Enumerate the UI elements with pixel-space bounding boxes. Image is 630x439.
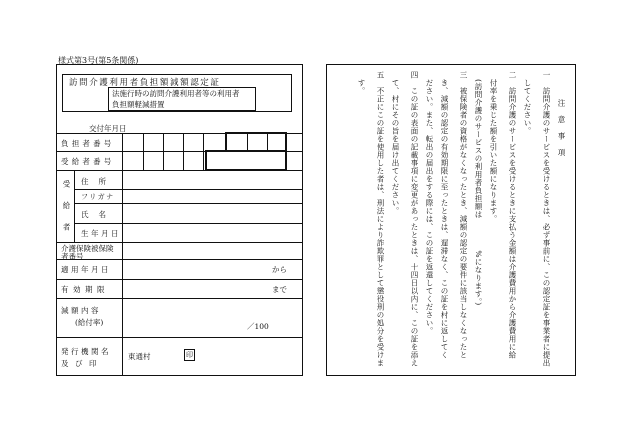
issuer-label-1: 発行機関名 <box>61 347 111 356</box>
reduction-label: 減額内容 <box>61 306 101 315</box>
seal-box: 印 <box>186 351 193 359</box>
benefit-rate-label: (給付率) <box>75 318 104 327</box>
note-line: 二 訪問介護のサービスを受けるときに支払う金額は介護費用から介護費用に給 <box>508 71 517 359</box>
note-line: 一 訪問介護のサービスを受けるときは、必ず事前に、この認定証を事業者に提出 <box>542 71 551 367</box>
title-box <box>62 74 292 112</box>
birth-date-label: 生年月日 <box>81 229 121 238</box>
note-line: 五 不正にこの証を使用した者は、刑法により詐欺罪として懲役刑の処分を受けま <box>376 71 385 367</box>
burden-number-label: 負担者番号 <box>61 139 115 148</box>
certificate-title: 訪問介護利用者負担額減額認定証 <box>69 78 221 88</box>
apply-date-label: 適用年月日 <box>61 265 111 274</box>
insured-number-label-1: 介護保険被保険 <box>61 244 114 253</box>
notes-heading: 注意事項 <box>557 99 566 165</box>
apply-date-suffix: から <box>272 265 287 274</box>
notes-card <box>326 64 576 376</box>
issuer-label-2: 及び印 <box>61 359 103 368</box>
title-subtitle-box <box>108 87 256 111</box>
note-line: 四 この証の表面の記載事項に変更があったときは、十四日以内に、この証を添え <box>410 71 419 367</box>
reduction-rate-value: ／100 <box>247 322 269 331</box>
note-line: す。 <box>357 71 366 95</box>
valid-period-suffix: まで <box>272 285 287 294</box>
certificate-card <box>56 64 303 376</box>
note-line: (訪問介護のサービスの利用者負担額は %になります。) <box>474 71 483 306</box>
note-line: ださい。また、転出の届出をする際には、この証を返還してください。 <box>425 71 434 335</box>
subtitle-line-2: 負担額軽減措置 <box>112 100 165 109</box>
insured-number-label-2: 者番号 <box>61 252 84 261</box>
notes-columns <box>355 71 567 371</box>
note-line: 付率を乗じた額を引いた額になります。 <box>489 71 498 223</box>
issue-date-label: 交付年月日 <box>89 124 127 133</box>
subtitle-line-1: 法施行時の訪問介護利用者等の利用者 <box>112 89 240 98</box>
furigana-label: フリガナ <box>81 193 115 201</box>
valid-period-label: 有効期限 <box>61 285 109 294</box>
note-line: き、減額の認定の有効期限に至ったときは、遅滞なく、この証を村に返してく <box>440 71 449 359</box>
note-line: て、村にその旨を届け出てください。 <box>391 71 400 215</box>
note-line: してください。 <box>523 71 532 135</box>
recipient-group-label: 受給者 <box>62 180 71 245</box>
form-number: 様式第3号(第5条関係) <box>58 56 139 65</box>
recipient-number-label: 受給者番号 <box>61 157 115 166</box>
name-label: 氏名 <box>81 210 116 219</box>
address-label: 住所 <box>81 177 116 186</box>
issuer-name: 東通村 <box>128 352 151 361</box>
note-line: 三 被保険者の資格がなくなったとき、減額の認定の要件に該当しなくなったと <box>459 71 468 359</box>
